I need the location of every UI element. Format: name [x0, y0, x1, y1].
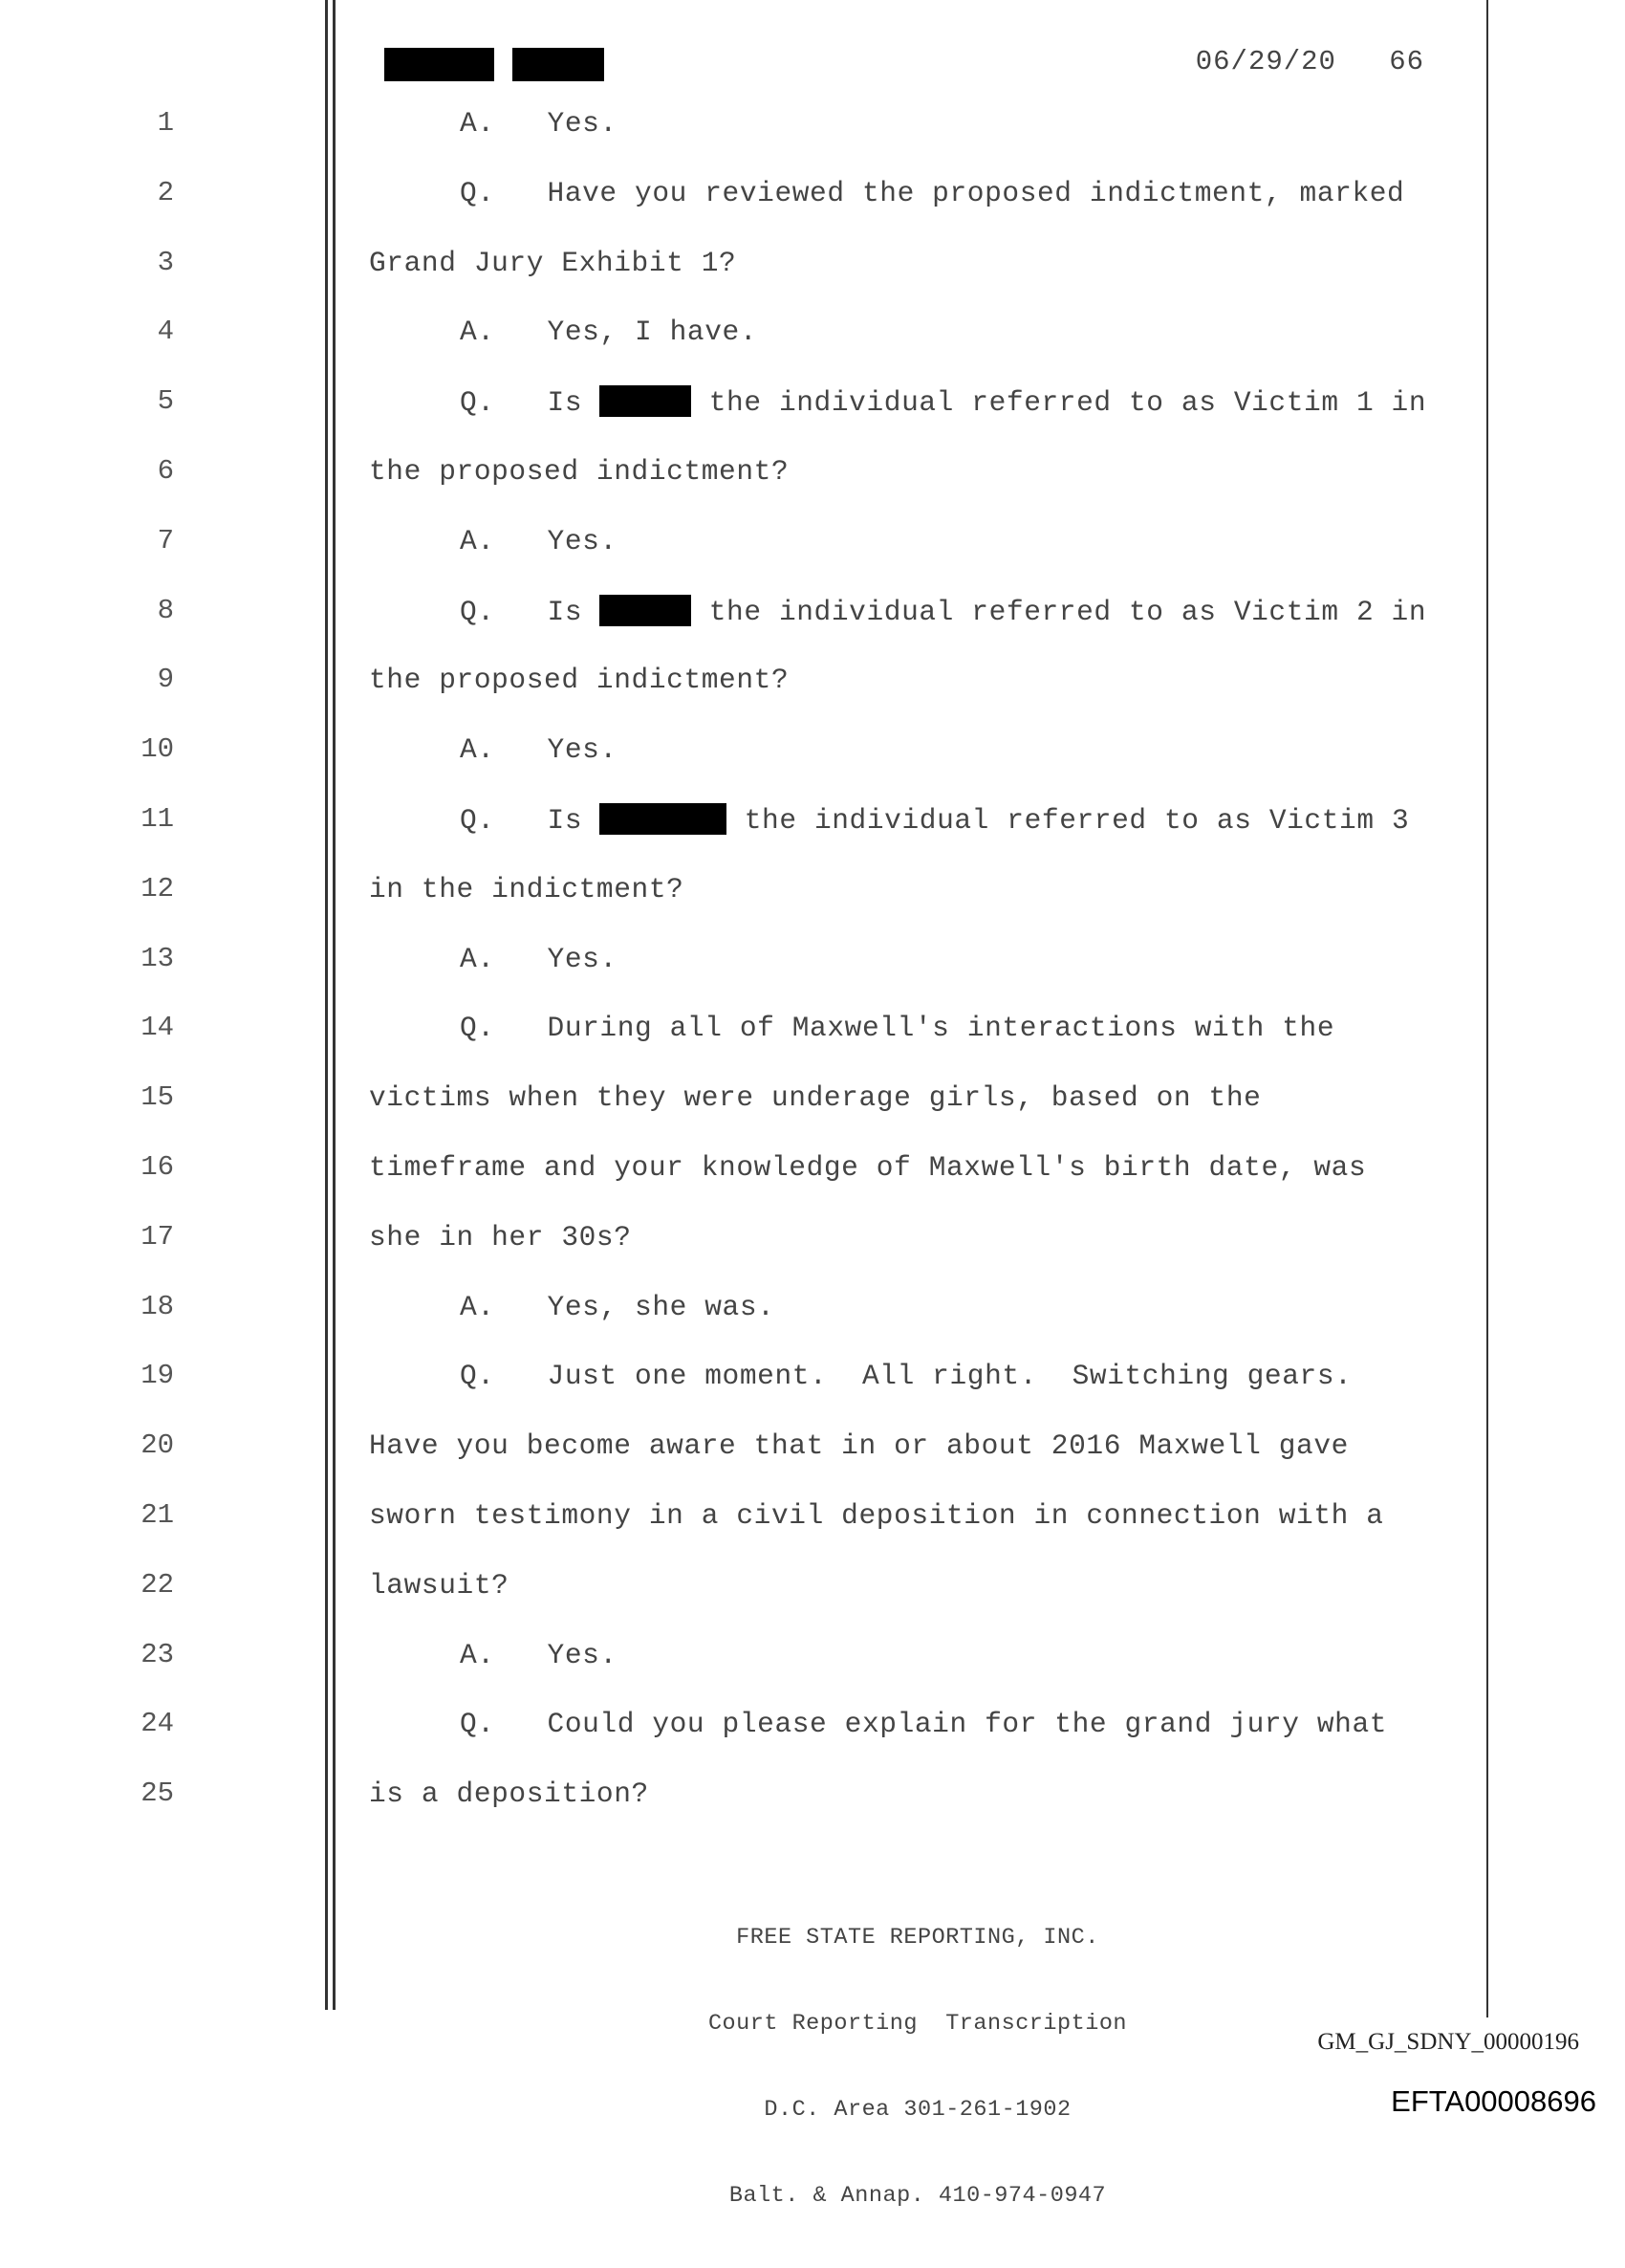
- transcript-line: [0, 803, 1491, 851]
- line-number: 10: [141, 733, 174, 766]
- line-number: 9: [157, 664, 174, 696]
- transcript-line: [0, 1081, 1491, 1129]
- footer-balt-phone: Balt. & Annap. 410-974-0947: [728, 2183, 1107, 2209]
- line-text: Grand Jury Exhibit 1?: [369, 246, 737, 279]
- line-text-pre: Q. Is: [460, 804, 600, 837]
- transcript-line: [0, 1569, 1491, 1617]
- transcript-line: [0, 1777, 1491, 1825]
- line-text-pre: Q. Is: [460, 595, 600, 628]
- header-date-page: [1196, 46, 1424, 77]
- line-text-pre: Q. Is: [460, 386, 600, 420]
- line-number: 22: [141, 1568, 174, 1601]
- transcript-line: [0, 177, 1491, 225]
- line-number: 25: [141, 1777, 174, 1810]
- line-number: 19: [141, 1360, 174, 1392]
- line-number: 7: [157, 524, 174, 556]
- footer-services: Court Reporting Transcription: [707, 2011, 1128, 2037]
- line-text: she in her 30s?: [369, 1220, 632, 1254]
- line-number: 16: [141, 1151, 174, 1183]
- line-number: 11: [141, 803, 174, 835]
- transcript-line: [0, 1221, 1491, 1269]
- line-number: 12: [141, 872, 174, 905]
- efta-number: EFTA00008696: [1391, 2084, 1596, 2118]
- line-number: 21: [141, 1499, 174, 1531]
- bates-number: GM_GJ_SDNY_00000196: [1317, 2029, 1579, 2055]
- transcript-line: [0, 595, 1491, 643]
- redaction-block: [599, 595, 691, 626]
- line-text: A. Yes, I have.: [460, 316, 758, 349]
- line-text: the proposed indictment?: [369, 664, 790, 697]
- transcript-line: [0, 385, 1491, 433]
- line-number: 23: [141, 1638, 174, 1670]
- header-date: 06/29/20: [1195, 46, 1336, 77]
- line-text: sworn testimony in a civil deposition in connection with a: [369, 1499, 1384, 1532]
- line-text: A. Yes.: [460, 107, 618, 140]
- line-text: [460, 595, 1426, 628]
- line-text: the proposed indictment?: [369, 455, 790, 488]
- line-text: A. Yes, she was.: [460, 1290, 775, 1323]
- transcript-line: [0, 316, 1491, 363]
- line-number: 14: [141, 1012, 174, 1044]
- line-text-post: the individual referred to as Victim 3: [726, 804, 1410, 837]
- transcript-line: [0, 664, 1491, 711]
- transcript-line: [0, 107, 1491, 155]
- line-text: lawsuit?: [369, 1568, 509, 1602]
- line-text: in the indictment?: [369, 872, 684, 905]
- line-text-post: the individual referred to as Victim 2 in: [691, 595, 1427, 628]
- line-number: 13: [141, 942, 174, 974]
- line-text: A. Yes.: [460, 942, 618, 975]
- transcript-line: [0, 733, 1491, 781]
- line-number: 18: [141, 1290, 174, 1322]
- footer-company: FREE STATE REPORTING, INC.: [736, 1925, 1099, 1951]
- redaction-block: [599, 385, 691, 417]
- line-number: 15: [141, 1081, 174, 1114]
- transcript-line: [0, 1360, 1491, 1407]
- line-text: victims when they were underage girls, based on the: [369, 1081, 1262, 1115]
- line-text: Q. Have you reviewed the proposed indictment, marked: [460, 176, 1405, 209]
- reporter-footer: [574, 1866, 1262, 2268]
- line-text: Q. During all of Maxwell's interactions with the: [460, 1012, 1335, 1045]
- line-number: 6: [157, 455, 174, 487]
- transcript-line: [0, 1499, 1491, 1547]
- redaction-block: [599, 803, 726, 835]
- header-page-number: 66: [1389, 46, 1424, 77]
- redaction-block: [384, 48, 494, 81]
- line-text-post: the individual referred to as Victim 1 in: [691, 386, 1427, 420]
- line-text: timeframe and your knowledge of Maxwell's birth date, was: [369, 1151, 1367, 1184]
- transcript-line: [0, 525, 1491, 573]
- line-text: Q. Could you please explain for the grand jury what: [460, 1708, 1388, 1741]
- line-number: 20: [141, 1429, 174, 1462]
- line-number: 3: [157, 246, 174, 278]
- transcript-line: [0, 247, 1491, 294]
- line-text: A. Yes.: [460, 524, 618, 557]
- transcript-line: [0, 1429, 1491, 1477]
- transcript-line: [0, 455, 1491, 503]
- line-text: Q. Just one moment. All right. Switching gears.: [460, 1360, 1353, 1393]
- transcript-line: [0, 873, 1491, 921]
- transcript-line: [0, 1639, 1491, 1687]
- line-number: 5: [157, 385, 174, 418]
- footer-dc-phone: D.C. Area 301-261-1902: [764, 2097, 1072, 2123]
- transcript-line: [0, 1291, 1491, 1339]
- redaction-block: [512, 48, 604, 81]
- line-text: Have you become aware that in or about 2016 Maxwell gave: [369, 1429, 1349, 1463]
- line-number: 1: [157, 107, 174, 139]
- line-text: A. Yes.: [460, 1638, 618, 1671]
- line-number: 8: [157, 594, 174, 626]
- line-number: 24: [141, 1708, 174, 1740]
- transcript-line: [0, 1708, 1491, 1756]
- line-number: 2: [157, 176, 174, 208]
- page-header: [382, 46, 1424, 84]
- transcript-line: [0, 1012, 1491, 1059]
- line-text: [460, 803, 1409, 837]
- line-text: [460, 385, 1426, 419]
- transcript-line: [0, 1151, 1491, 1199]
- line-text: is a deposition?: [369, 1777, 649, 1811]
- line-number: 17: [141, 1220, 174, 1253]
- line-text: A. Yes.: [460, 733, 618, 767]
- transcript-line: [0, 943, 1491, 991]
- line-number: 4: [157, 316, 174, 348]
